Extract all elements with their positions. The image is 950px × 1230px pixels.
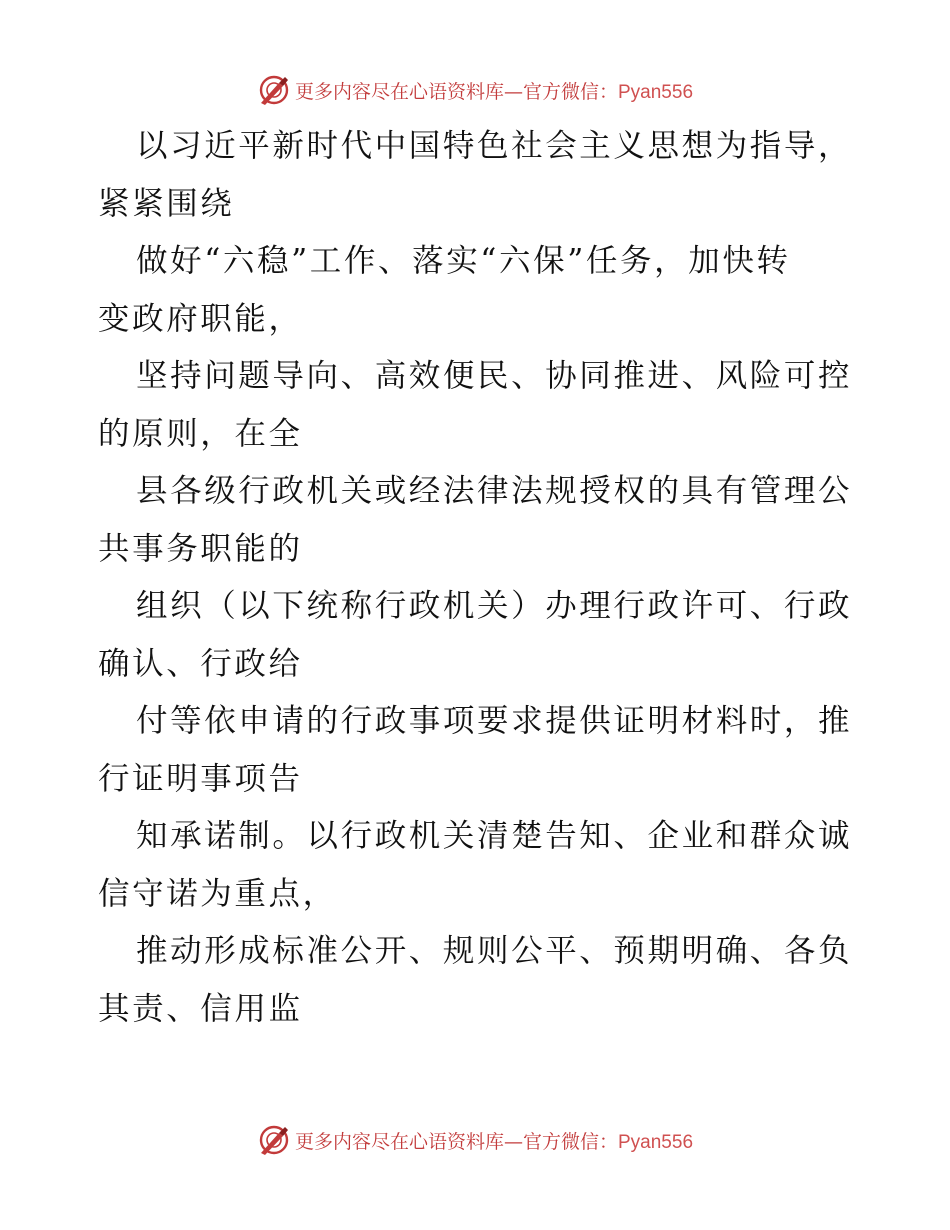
watermark-handle: Pyan556 <box>618 1131 694 1153</box>
paragraph: 以习近平新时代中国特色社会主义思想为指导， 紧紧围绕 <box>98 128 853 222</box>
paragraph: 付等依申请的行政事项要求提供证明材料时，推 行证明事项告 <box>98 703 853 797</box>
header-watermark <box>0 70 950 110</box>
paragraph: 知承诺制。以行政机关清楚告知、企业和群众诚 信守诺为重点， <box>98 818 853 912</box>
watermark-text: 更多内容尽在心语资料库—官方微信： <box>294 1130 618 1153</box>
paragraph: 推动形成标准公开、规则公平、预期明确、各负 其责、信用监 <box>98 933 853 1027</box>
paragraph: 组织（以下统称行政机关）办理行政许可、行政 确认、行政给 <box>98 588 853 682</box>
pen-logo-icon <box>257 73 291 107</box>
footer-watermark <box>0 1120 950 1160</box>
paragraph: 做好“六稳”工作、落实“六保”任务，加快转 变政府职能， <box>98 243 791 337</box>
watermark-handle: Pyan556 <box>618 81 694 103</box>
document-body <box>98 118 858 1038</box>
paragraph: 县各级行政机关或经法律法规授权的具有管理公 共事务职能的 <box>98 473 853 567</box>
watermark-text: 更多内容尽在心语资料库—官方微信： <box>294 80 618 103</box>
pen-logo-icon <box>257 1123 291 1157</box>
paragraph: 坚持问题导向、高效便民、协同推进、风险可控 的原则，在全 <box>98 358 853 452</box>
